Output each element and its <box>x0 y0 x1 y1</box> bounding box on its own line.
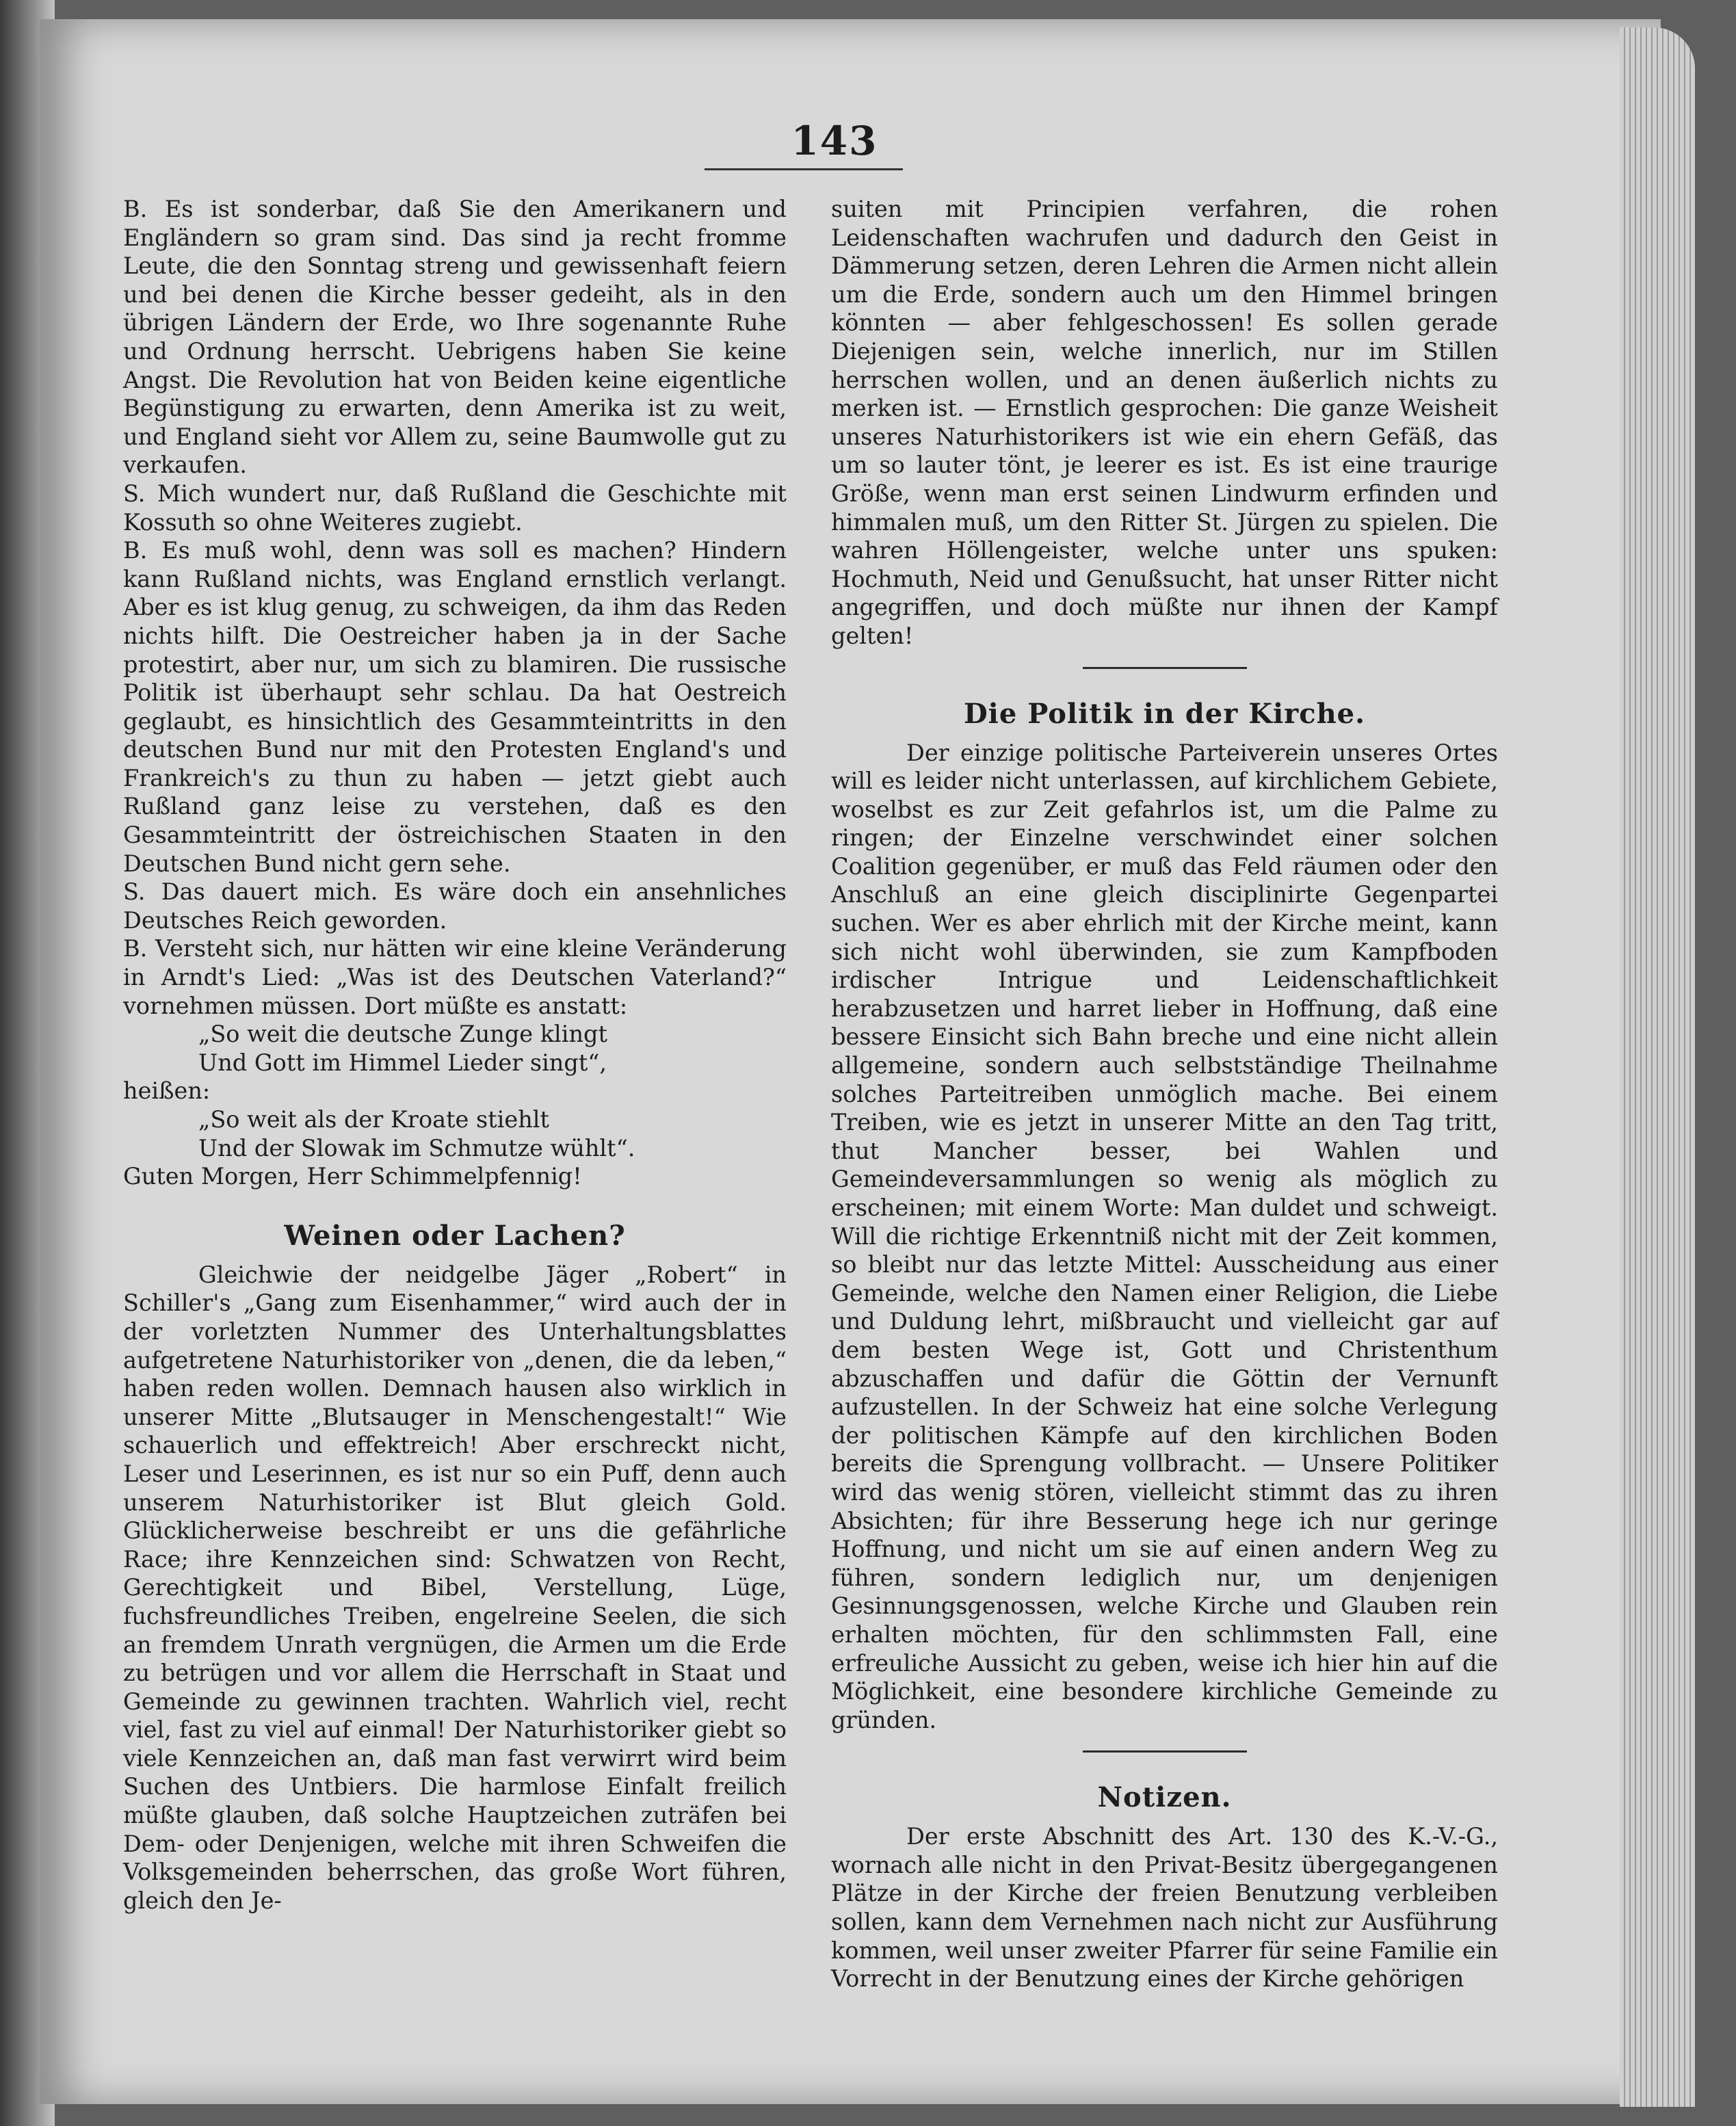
section-heading: Weinen oder Lachen? <box>284 1219 626 1252</box>
dialogue-paragraph: B. Es muß wohl, denn was soll es machen? Hindern kann Rußland nichts, was England ernstlich verlangt. Aber es ist klug genug, zu schweigen, da ihm das Reden nichts hilft. Die Oestreicher haben ja in der Sache protestirt, aber nur, um sich zu blamiren. Die russische Politik ist überhaupt sehr schlau. Da hat Oestreich geglaubt, es hinsichtlich des Gesammteintritts in den deutschen Bund nur mit den Protesten England's und Frankreich's zu thun zu haben — jetzt giebt auch Rußland ganz leise zu verstehen, daß es den Gesammteintritt der östreichischen Staaten in den Deutschen Bund nicht gern sehe. <box>123 537 787 877</box>
dialogue-paragraph: B. Versteht sich, nur hätten wir eine kleine Veränderung in Arndt's Lied: „Was ist des Deutschen Vaterland?“ vornehmen müssen. Dort müßte es anstatt: <box>123 935 787 1019</box>
dialogue-paragraph: heißen: <box>123 1077 211 1105</box>
right-column <box>831 195 1498 1993</box>
dialogue-paragraph: suiten mit Principien verfahren, die rohen Leidenschaften wachrufen und dadurch den Geist in Dämmerung setzen, deren Lehren die Armen nicht allein um die Erde, sondern auch um den Himmel bringen könnten — aber fehlgeschossen! Es sollen gerade Diejenigen sein, welche innerlich, nur im Stillen herrschen wollen, und an denen äußerlich nichts zu merken ist. — Ernstlich gesprochen: Die ganze Weisheit unseres Naturhistorikers ist wie ein ehern Gefäß, das um so lauter tönt, je leerer es ist. Es ist eine traurige Größe, wenn man erst seinen Lindwurm erfinden und himmalen muß, um den Ritter St. Jürgen zu spielen. Die wahren Höllengeister, welche unter uns spuken: Hochmuth, Neid und Genußsucht, hat unser Ritter nicht angegriffen, und doch müßte nur ihnen der Kampf gelten! <box>831 196 1498 649</box>
article-paragraph: Gleichwie der neidgelbe Jäger „Robert“ in Schiller's „Gang zum Eisenhammer,“ wird auch der in der vorletzten Nummer des Unterhaltungsblattes aufgetretene Naturhistoriker von „denen, die da leben,“ haben reden wollen. Demnach hausen also wirklich in unserer Mitte „Blutsauger in Menschengestalt!“ Wie schauerlich und effektreich! Aber erschreckt nicht, Leser und Leserinnen, es ist nur so ein Puff, denn auch unserem Naturhistoriker ist Blut gleich Gold. Glücklicherweise beschreibt er uns die gefährliche Race; ihre Kennzeichen sind: Schwatzen von Recht, Gerechtigkeit und Bibel, Verstellung, Lüge, fuchsfreundliches Treiben, engelreine Seelen, die sich an fremdem Unrath vergnügen, die Armen um die Erde zu betrügen und vor allem die Herrschaft in Staat und Gemeinde zu gewinnen trachten. Wahrlich viel, recht viel, fast zu viel auf einmal! Der Naturhistoriker giebt so viele Kennzeichen an, daß man fast verwirrt wird beim Suchen des Untbiers. Die harmlose Einfalt freilich müßte glauben, daß solche Hauptzeichen zuträfen bei Dem- oder Denjenigen, welche mit ihren Schweifen die Volksgemeinden beherrschen, das große Wort führen, gleich den Je- <box>123 1261 787 1914</box>
section-heading: Notizen. <box>1097 1781 1232 1814</box>
dialogue-paragraph: S. Das dauert mich. Es wäre doch ein ansehnliches Deutsches Reich geworden. <box>123 878 787 934</box>
verse-line: Und Gott im Himmel Lieder singt“, <box>198 1049 607 1076</box>
section-heading: Die Politik in der Kirche. <box>963 697 1366 730</box>
dialogue-paragraph: S. Mich wundert nur, daß Rußland die Geschichte mit Kossuth so ohne Weiteres zugiebt. <box>123 480 787 536</box>
verse-line: „So weit die deutsche Zunge klingt <box>198 1021 607 1048</box>
header-rule <box>705 168 903 170</box>
left-column <box>123 195 787 1915</box>
page-edges <box>1620 27 1695 2107</box>
verse-line: Und der Slowak im Schmutze wühlt“. <box>198 1134 635 1162</box>
section-divider <box>1083 1750 1247 1753</box>
article-paragraph: Der einzige politische Parteiverein unseres Ortes will es leider nicht unterlassen, auf kirchlichem Gebiete, woselbst es zur Zeit gefahrlos ist, um die Palme zu ringen; der Einzelne verschwindet einer solchen Coalition gegenüber, er muß das Feld räumen oder den Anschluß an eine gleich disciplinirte Gegenpartei suchen. Wer es aber ehrlich mit der Kirche meint, kann sich nicht wohl überwinden, sie zum Kampfboden irdischer Intrigue und Leidenschaftlichkeit herabzusetzen und harret lieber in Hoffnung, daß eine bessere Einsicht sich Bahn breche und eine nicht allein allgemeine, sondern auch selbstständige Theilnahme solches Parteitreiben unmöglich mache. Bei einem Treiben, wie es jetzt in unserer Mitte an den Tag tritt, thut Mancher besser, bei Wahlen und Gemeindeversammlungen so wenig als möglich zu erscheinen; mit einem Worte: Man duldet und schweigt. Will die richtige Erkenntniß nicht mit der Zeit kommen, so bleibt nur das letzte Mittel: Ausscheidung aus einer Gemeinde, welche den Namen einer Religion, die Liebe und Duldung lehrt, mißbraucht und vielleicht gar auf dem besten Wege ist, Gott und Christenthum abzuschaffen und dafür die Göttin der Vernunft aufzustellen. In der Schweiz hat eine solche Verlegung der politischen Kämpfe auf den kirchlichen Boden bereits die Sprengung vollbracht. — Unsere Politiker wird das wenig stören, vielleicht stimmt das zu ihren Absichten; für ihre Besserung hege ich nur geringe Hoffnung, und nicht um sie auf einen andern Weg zu führen, sondern lediglich nur, um denjenigen Gesinnungsgenossen, welche Kirche und Glauben rein erhalten möchten, für den schlimmsten Fall, eine erfreuliche Aussicht zu geben, weise ich hier hin auf die Möglichkeit, eine besondere kirchliche Gemeinde zu gründen. <box>831 739 1498 1733</box>
verse-line: „So weit als der Kroate stiehlt <box>198 1106 549 1133</box>
page-number: 143 <box>791 118 878 164</box>
dialogue-paragraph: B. Es ist sonderbar, daß Sie den Amerikanern und Engländern so gram sind. Das sind ja recht fromme Leute, die den Sonntag streng und gewissenhaft feiern und bei denen die Kirche besser gedeiht, als in den übrigen Ländern der Erde, wo Ihre sogenannte Ruhe und Ordnung herrscht. Uebrigens haben Sie keine Angst. Die Revolution hat von Beiden keine eigentliche Begünstigung zu erwarten, denn Amerika ist zu weit, und England sieht vor Allem zu, seine Baumwolle gut zu verkaufen. <box>123 196 787 479</box>
dialogue-paragraph: Guten Morgen, Herr Schimmelpfennig! <box>123 1163 582 1190</box>
section-divider <box>1083 667 1247 669</box>
article-paragraph: Der erste Abschnitt des Art. 130 des K.-V.-G., wornach alle nicht in den Privat-Besitz übergegangenen Plätze in der Kirche der freien Benutzung verbleiben sollen, kann dem Vernehmen nach nicht zur Ausführung kommen, weil unser zweiter Pfarrer für seine Familie ein Vorrecht in der Benutzung eines der Kirche gehörigen <box>831 1823 1498 1993</box>
